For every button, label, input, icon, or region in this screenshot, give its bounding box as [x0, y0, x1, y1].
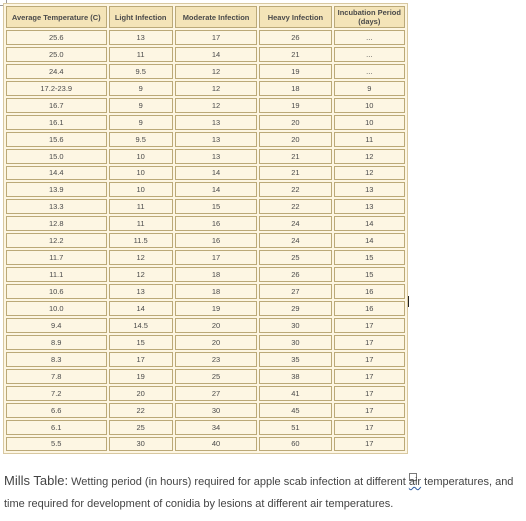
cell-heavy: 21 — [259, 149, 331, 164]
cell-temperature: 10.0 — [6, 301, 107, 316]
table-row — [6, 115, 405, 130]
cell-temperature: 11.1 — [6, 267, 107, 282]
cell-incubation: 17 — [334, 352, 405, 367]
cell-heavy: 51 — [259, 420, 331, 435]
cell-temperature: 6.1 — [6, 420, 107, 435]
cell-incubation: 15 — [334, 250, 405, 265]
table-row — [6, 403, 405, 418]
cell-moderate: 16 — [175, 233, 257, 248]
cell-temperature: 25.0 — [6, 47, 107, 62]
cell-moderate: 19 — [175, 301, 257, 316]
table-row — [6, 437, 405, 452]
cell-moderate: 12 — [175, 64, 257, 79]
cell-heavy: 22 — [259, 182, 331, 197]
cell-heavy: 18 — [259, 81, 331, 96]
cell-incubation: 15 — [334, 267, 405, 282]
cell-heavy: 21 — [259, 47, 331, 62]
cell-incubation: 9 — [334, 81, 405, 96]
cell-light: 12 — [109, 250, 173, 265]
table-row — [6, 166, 405, 181]
caption-text-part1: Wetting period (in hours) required for apple scab infection at different — [68, 476, 409, 488]
cell-heavy: 25 — [259, 250, 331, 265]
cell-heavy: 38 — [259, 369, 331, 384]
cell-temperature: 15.6 — [6, 132, 107, 147]
cell-temperature: 8.3 — [6, 352, 107, 367]
cell-light: 19 — [109, 369, 173, 384]
cell-incubation: 17 — [334, 369, 405, 384]
cell-temperature: 24.4 — [6, 64, 107, 79]
cell-incubation: 17 — [334, 420, 405, 435]
cell-light: 11 — [109, 47, 173, 62]
cell-moderate: 30 — [175, 403, 257, 418]
cell-heavy: 20 — [259, 115, 331, 130]
cell-moderate: 27 — [175, 386, 257, 401]
cell-temperature: 12.2 — [6, 233, 107, 248]
cell-heavy: 19 — [259, 98, 331, 113]
cell-temperature: 9.4 — [6, 318, 107, 333]
cell-temperature: 17.2-23.9 — [6, 81, 107, 96]
table-row — [6, 132, 405, 147]
cell-moderate: 13 — [175, 115, 257, 130]
cell-light: 11 — [109, 199, 173, 214]
table-row — [6, 267, 405, 282]
cell-moderate: 13 — [175, 149, 257, 164]
cell-incubation: 13 — [334, 182, 405, 197]
cell-heavy: 19 — [259, 64, 331, 79]
cell-light: 10 — [109, 149, 173, 164]
cell-incubation: 16 — [334, 284, 405, 299]
cell-light: 9 — [109, 98, 173, 113]
cell-light: 14 — [109, 301, 173, 316]
cell-incubation: 13 — [334, 199, 405, 214]
cell-moderate: 20 — [175, 318, 257, 333]
table-row — [6, 149, 405, 164]
cell-light: 22 — [109, 403, 173, 418]
cell-incubation: 16 — [334, 301, 405, 316]
header-light-infection: Light Infection — [109, 6, 173, 28]
cell-heavy: 22 — [259, 199, 331, 214]
cell-light: 15 — [109, 335, 173, 350]
cell-temperature: 13.3 — [6, 199, 107, 214]
cell-incubation: 10 — [334, 115, 405, 130]
cell-temperature: 7.2 — [6, 386, 107, 401]
cell-temperature: 12.8 — [6, 216, 107, 231]
cell-light: 13 — [109, 30, 173, 45]
cell-moderate: 14 — [175, 166, 257, 181]
table-row — [6, 386, 405, 401]
table-row — [6, 352, 405, 367]
cell-incubation: 11 — [334, 132, 405, 147]
table-row — [6, 369, 405, 384]
cell-heavy: 45 — [259, 403, 331, 418]
cell-moderate: 12 — [175, 98, 257, 113]
cell-moderate: 18 — [175, 284, 257, 299]
cell-light: 17 — [109, 352, 173, 367]
header-moderate-infection: Moderate Infection — [175, 6, 257, 28]
cell-incubation: 17 — [334, 403, 405, 418]
cell-heavy: 60 — [259, 437, 331, 452]
cell-moderate: 14 — [175, 182, 257, 197]
table-row — [6, 47, 405, 62]
table-row — [6, 284, 405, 299]
cell-incubation: 17 — [334, 335, 405, 350]
table-row — [6, 81, 405, 96]
cell-heavy: 30 — [259, 318, 331, 333]
table-row — [6, 182, 405, 197]
caption-text-part2: temperatures, and time required for development of conidia by lesions at different air temperatures. — [4, 476, 514, 510]
cell-light: 12 — [109, 267, 173, 282]
cell-heavy: 29 — [259, 301, 331, 316]
table-row — [6, 301, 405, 316]
cell-light: 10 — [109, 182, 173, 197]
cell-heavy: 30 — [259, 335, 331, 350]
cell-incubation: 14 — [334, 216, 405, 231]
cell-light: 9.5 — [109, 132, 173, 147]
cell-light: 10 — [109, 166, 173, 181]
cell-heavy: 24 — [259, 233, 331, 248]
cell-moderate: 25 — [175, 369, 257, 384]
cell-temperature: 16.7 — [6, 98, 107, 113]
cell-light: 13 — [109, 284, 173, 299]
table-row — [6, 233, 405, 248]
header-incubation-period: Incubation Period (days) — [334, 6, 405, 28]
cell-heavy: 21 — [259, 166, 331, 181]
cell-heavy: 35 — [259, 352, 331, 367]
table-row — [6, 420, 405, 435]
cell-incubation: 12 — [334, 149, 405, 164]
cell-incubation: 17 — [334, 437, 405, 452]
table-row — [6, 216, 405, 231]
cell-incubation: ... — [334, 30, 405, 45]
table-row — [6, 30, 405, 45]
text-cursor — [408, 296, 409, 307]
cell-moderate: 15 — [175, 199, 257, 214]
cell-light: 30 — [109, 437, 173, 452]
cell-heavy: 26 — [259, 267, 331, 282]
header-average-temperature: Average Temperature (C) — [6, 6, 107, 28]
table-row — [6, 199, 405, 214]
cell-temperature: 14.4 — [6, 166, 107, 181]
mills-table-grid — [4, 4, 407, 453]
cell-temperature: 8.9 — [6, 335, 107, 350]
caption-spellcheck-word: air — [408, 476, 422, 488]
cell-light: 14.5 — [109, 318, 173, 333]
cell-moderate: 17 — [175, 30, 257, 45]
cell-moderate: 23 — [175, 352, 257, 367]
cell-temperature: 11.7 — [6, 250, 107, 265]
cell-light: 11.5 — [109, 233, 173, 248]
cell-temperature: 5.5 — [6, 437, 107, 452]
caption-lead: Mills Table: — [4, 473, 69, 488]
cell-temperature: 15.0 — [6, 149, 107, 164]
cell-temperature: 25.6 — [6, 30, 107, 45]
cell-light: 11 — [109, 216, 173, 231]
cell-incubation: 12 — [334, 166, 405, 181]
cell-incubation: 10 — [334, 98, 405, 113]
table-caption — [4, 470, 524, 515]
cell-temperature: 6.6 — [6, 403, 107, 418]
table-row — [6, 250, 405, 265]
cell-light: 9 — [109, 81, 173, 96]
cell-moderate: 20 — [175, 335, 257, 350]
cell-temperature: 16.1 — [6, 115, 107, 130]
table-header-row — [6, 6, 405, 28]
table-row — [6, 98, 405, 113]
cell-moderate: 17 — [175, 250, 257, 265]
cell-moderate: 40 — [175, 437, 257, 452]
cell-heavy: 27 — [259, 284, 331, 299]
table-row — [6, 335, 405, 350]
cell-moderate: 18 — [175, 267, 257, 282]
cell-temperature: 7.8 — [6, 369, 107, 384]
cell-moderate: 16 — [175, 216, 257, 231]
table-row — [6, 64, 405, 79]
cell-light: 9.5 — [109, 64, 173, 79]
cell-incubation: ... — [334, 64, 405, 79]
mills-table — [3, 3, 408, 454]
header-heavy-infection: Heavy Infection — [259, 6, 331, 28]
cell-moderate: 34 — [175, 420, 257, 435]
cell-light: 20 — [109, 386, 173, 401]
cell-light: 9 — [109, 115, 173, 130]
cell-heavy: 41 — [259, 386, 331, 401]
cell-incubation: ... — [334, 47, 405, 62]
cell-moderate: 12 — [175, 81, 257, 96]
table-row — [6, 318, 405, 333]
cell-heavy: 20 — [259, 132, 331, 147]
cell-incubation: 17 — [334, 318, 405, 333]
cell-heavy: 26 — [259, 30, 331, 45]
cell-incubation: 17 — [334, 386, 405, 401]
cell-temperature: 10.6 — [6, 284, 107, 299]
cell-heavy: 24 — [259, 216, 331, 231]
cell-light: 25 — [109, 420, 173, 435]
table-body — [6, 30, 405, 451]
cell-moderate: 14 — [175, 47, 257, 62]
cell-temperature: 13.9 — [6, 182, 107, 197]
cell-incubation: 14 — [334, 233, 405, 248]
cell-moderate: 13 — [175, 132, 257, 147]
